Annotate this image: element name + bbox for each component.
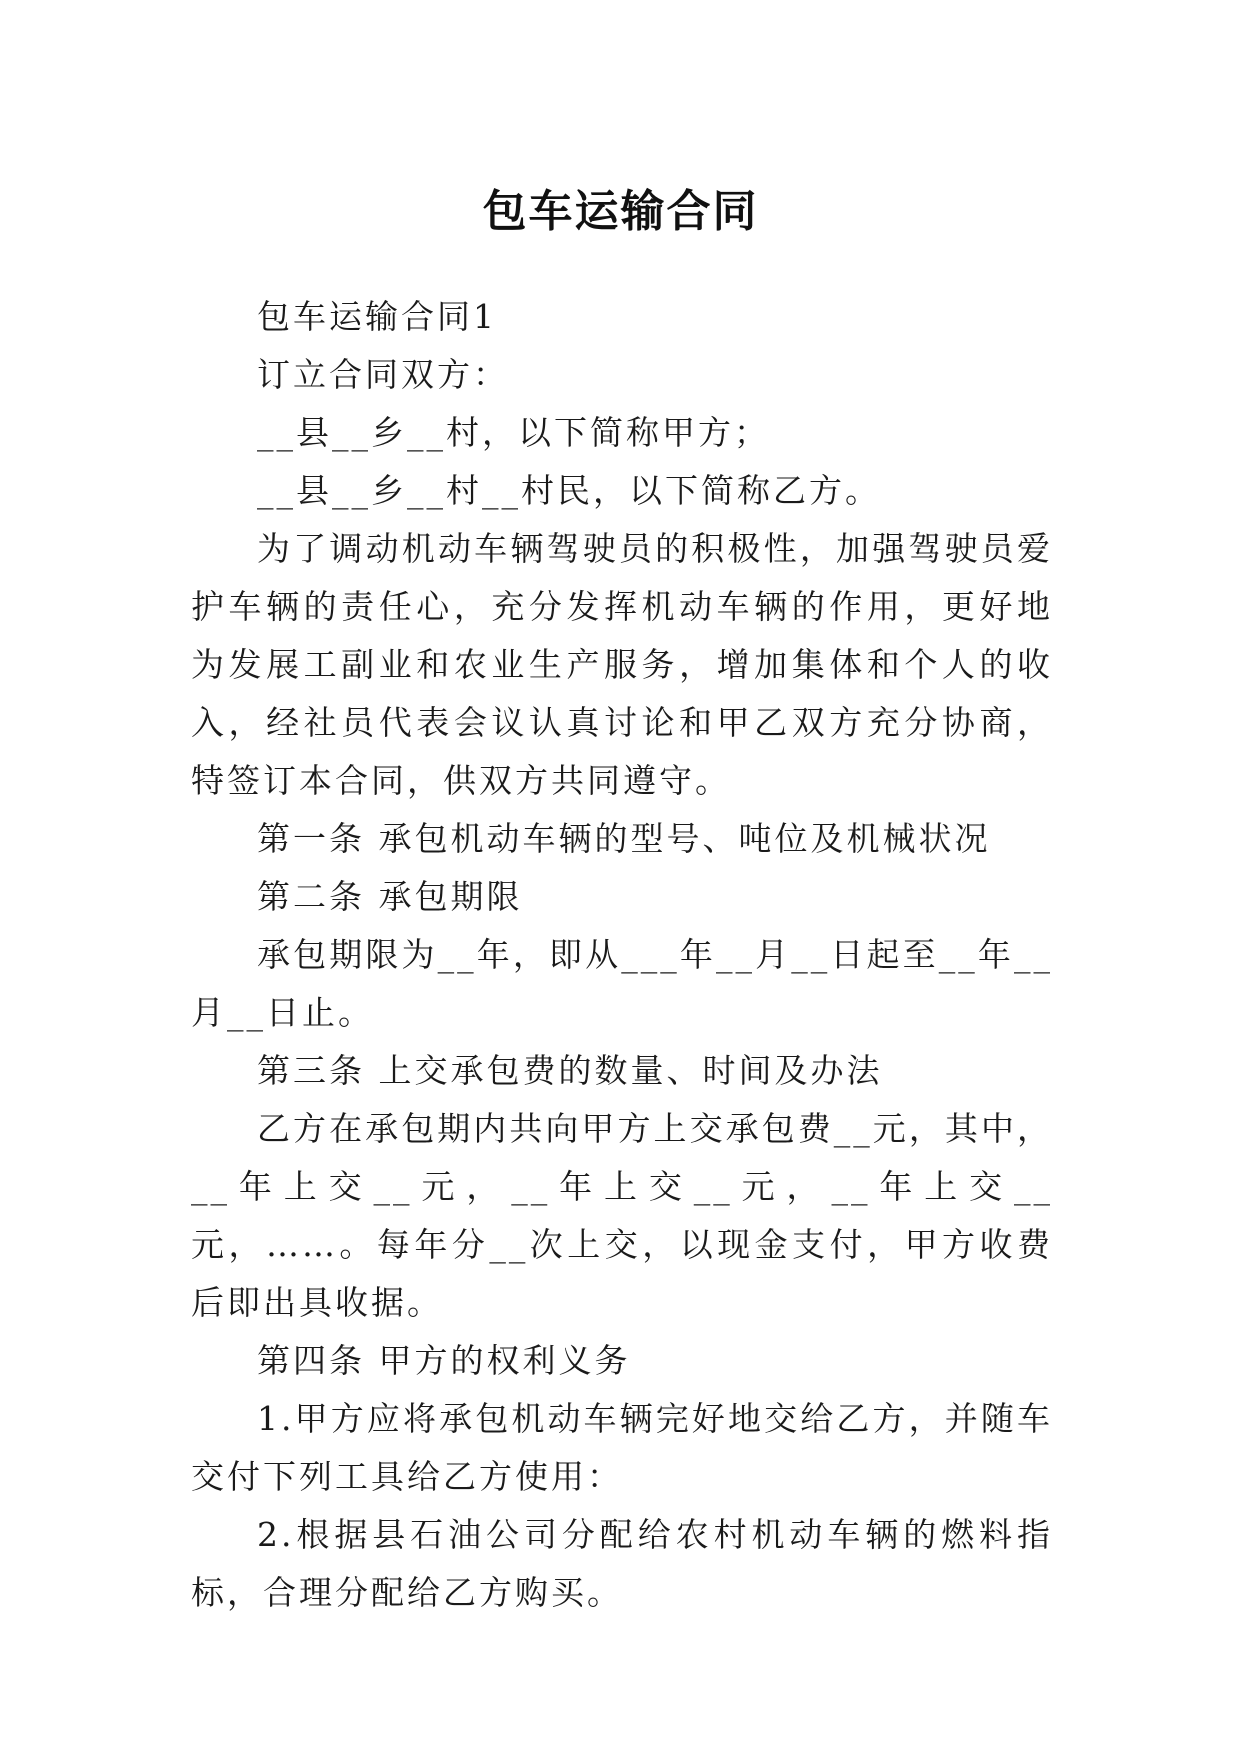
article-3-heading: 第三条 上交承包费的数量、时间及办法	[257, 1051, 883, 1090]
article-3-payment: 乙方在承包期内共向甲方上交承包费__元，其中，__年上交__元，__年上交__元，__年上交__元，……。每年分__次上交，以现金支付，甲方收费后即出具收据。	[191, 1109, 1053, 1322]
paragraph-preamble: 为了调动机动车辆驾驶员的积极性，加强驾驶员爱护车辆的责任心，充分发挥机动车辆的作用，更好地为发展工副业和农业生产服务，增加集体和个人的收入，经社员代表会议认真讨论和甲乙双方充分协商，特签订本合同，供双方共同遵守。	[191, 529, 1053, 800]
paragraph-parties-heading: 订立合同双方：	[257, 355, 509, 394]
document-title: 包车运输合同	[482, 186, 759, 238]
paragraph-party-b: __县__乡__村__村民，以下简称乙方。	[257, 471, 881, 510]
paragraph-contract-number: 包车运输合同1	[257, 297, 497, 336]
document-body	[191, 288, 1053, 1622]
article-4-heading: 第四条 甲方的权利义务	[257, 1341, 631, 1380]
article-4-item-1: 1.甲方应将承包机动车辆完好地交给乙方，并随车交付下列工具给乙方使用：	[191, 1399, 1053, 1496]
paragraph-party-a: __县__乡__村，以下简称甲方；	[257, 413, 770, 452]
article-2-term: 承包期限为__年，即从___年__月__日起至__年__月__日止。	[191, 935, 1053, 1032]
article-4-item-2: 2.根据县石油公司分配给农村机动车辆的燃料指标，合理分配给乙方购买。	[191, 1515, 1053, 1612]
article-2-heading: 第二条 承包期限	[257, 877, 523, 916]
article-1-heading: 第一条 承包机动车辆的型号、吨位及机械状况	[257, 819, 991, 858]
